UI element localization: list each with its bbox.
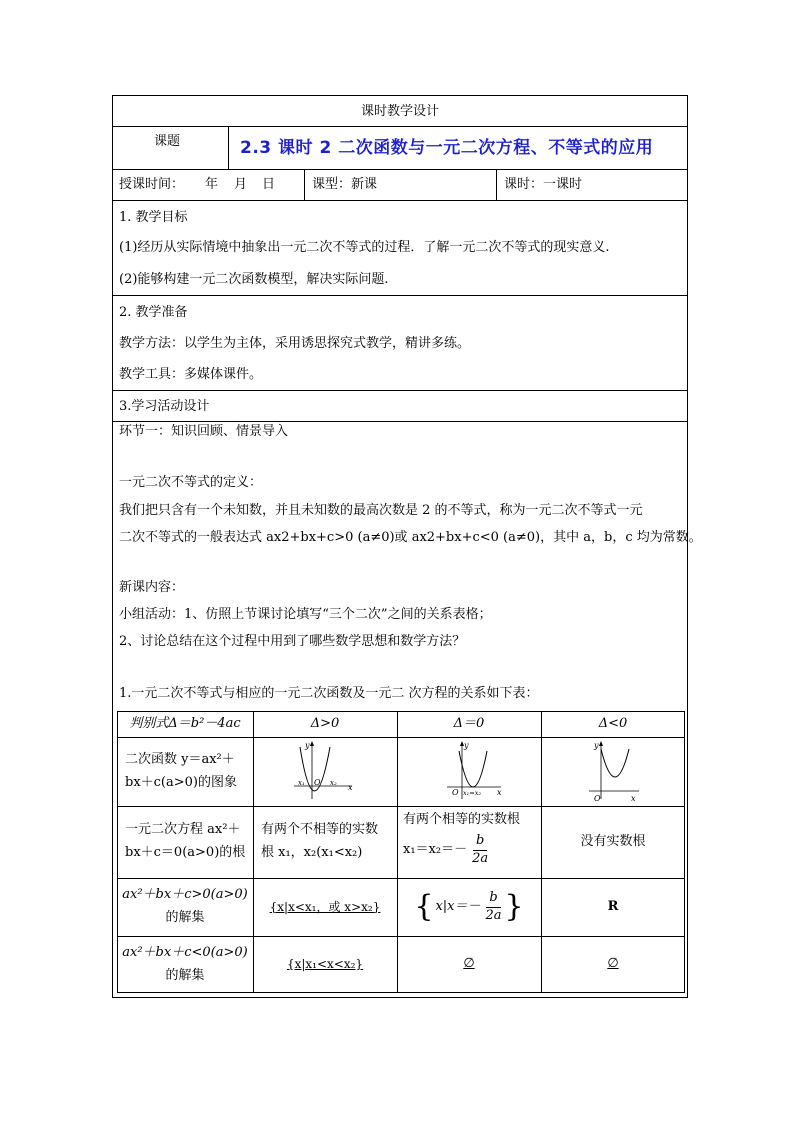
group-task: 2、讨论总结在这个过程中用到了哪些数学思想和数学方法？ bbox=[119, 634, 466, 649]
activity-heading: 3.学习活动设计 bbox=[119, 399, 210, 414]
axis-y-label: y bbox=[464, 741, 469, 750]
axis-y-label: y bbox=[594, 741, 599, 750]
parabola-double-root bbox=[445, 739, 505, 803]
time-label: 授课时间： bbox=[119, 177, 185, 192]
activity-step1: 环节一：知识回顾、情景导入 bbox=[119, 424, 289, 439]
axis-x-label: x bbox=[348, 783, 353, 792]
lt-two-roots-set: {x|x₁<x<x₂} bbox=[286, 957, 364, 971]
origin-label: O bbox=[452, 788, 459, 797]
table-intro: 1.一元二次不等式与相应的一元二次函数及一元二 次方程的关系如下表： bbox=[119, 686, 539, 701]
root-none: 没有实数根 bbox=[580, 833, 646, 849]
rule bbox=[112, 390, 688, 391]
gt-no-root-set: R bbox=[607, 898, 619, 914]
new-content-title: 新课内容： bbox=[119, 580, 185, 595]
group-task: 小组活动：1、仿照上节课讨论填写“三个二次”之间的关系表格； bbox=[119, 607, 492, 622]
lt-no-root-set: ∅ bbox=[607, 956, 619, 972]
definition-line: 二次不等式的一般表达式 ax2+bx+c>0 (a≠0)或 ax2+bx+c<0 (a≠0)，其中 a，b，c 均为常数。 bbox=[119, 530, 702, 545]
goal-item: (1)经历从实际情境中抽象出一元二次不等式的过程．了解一元二次不等式的现实意义. bbox=[119, 240, 610, 255]
root-row-label: 一元二次方程 ax²＋ bx＋c＝0(a>0)的根 bbox=[125, 822, 246, 860]
rule bbox=[112, 200, 688, 201]
lt-double-root-set: ∅ bbox=[463, 956, 475, 972]
right-brace: } bbox=[504, 889, 524, 924]
lesson-type: 课型：新课 bbox=[312, 177, 378, 192]
fraction: b 2a bbox=[472, 832, 489, 866]
definition-line: 我们把只含有一个未知数，并且未知数的最高次数是 2 的不等式，称为一元二次不等式一元 bbox=[119, 503, 643, 518]
goal-item: (2)能够构建一元二次函数模型，解决实际问题. bbox=[119, 272, 389, 287]
axis-x-label: x bbox=[497, 788, 502, 797]
rule bbox=[112, 126, 688, 127]
double-root-label: x₁=x₂ bbox=[463, 789, 481, 797]
gt-two-roots-set: {x|x<x₁，或 x>x₂} bbox=[269, 899, 381, 914]
root-label: x₁ bbox=[298, 779, 305, 787]
axis-y-label: y bbox=[305, 741, 310, 750]
root-label: x₂ bbox=[330, 779, 337, 787]
parabola-two-roots bbox=[290, 739, 370, 803]
axis-x-label: x bbox=[631, 794, 636, 803]
form-title: 课时教学设计 bbox=[360, 104, 439, 119]
rule bbox=[228, 126, 229, 169]
rule bbox=[304, 169, 305, 200]
goals-heading: 1. 教学目标 bbox=[119, 210, 188, 225]
root-double: 有两个相等的实数根 x₁＝x₂＝－ b 2a bbox=[403, 812, 521, 866]
graph-row-label: 二次函数 y＝ax²＋ bx＋c(a>0)的图象 bbox=[125, 751, 237, 790]
lesson-hours: 课时：一课时 bbox=[504, 177, 583, 192]
head-delta-positive: Δ>0 bbox=[310, 715, 340, 731]
rule bbox=[496, 169, 497, 200]
year-label: 年 bbox=[205, 177, 219, 192]
topic-title: 2.3 课时 2 二次函数与一元二次方程、不等式的应用 bbox=[240, 138, 654, 158]
origin-label: O bbox=[594, 794, 601, 803]
left-brace: { bbox=[414, 889, 434, 924]
lt-row-label: ax²＋bx＋c<0(a>0) 的解集 bbox=[122, 944, 248, 983]
root-double-lhs: x₁＝x₂＝－ bbox=[403, 841, 468, 857]
parabola-no-root bbox=[587, 739, 647, 803]
rule bbox=[112, 169, 688, 170]
root-two-distinct: 有两个不相等的实数 根 x₁，x₂(x₁<x₂) bbox=[261, 822, 379, 860]
prep-tools: 教学工具：多媒体课件。 bbox=[119, 367, 263, 382]
topic-label: 课题 bbox=[154, 134, 181, 149]
month-label: 月 bbox=[234, 177, 248, 192]
gt-double-root-set: { x|x＝－ b 2a } bbox=[414, 889, 524, 924]
gt-row-label: ax²＋bx＋c>0(a>0) 的解集 bbox=[122, 887, 248, 925]
head-delta-negative: Δ<0 bbox=[598, 715, 628, 731]
day-label: 日 bbox=[262, 177, 276, 192]
head-discriminant: 判别式Δ＝b²－4ac bbox=[129, 715, 241, 731]
prep-method: 教学方法：以学生为主体，采用诱思探究式教学，精讲多练。 bbox=[119, 336, 471, 351]
origin-label: O bbox=[314, 778, 321, 787]
prep-heading: 2. 教学准备 bbox=[119, 305, 188, 320]
fraction: b 2a bbox=[485, 889, 502, 923]
definition-title: 一元二次不等式的定义： bbox=[119, 475, 263, 490]
head-delta-zero: Δ＝0 bbox=[453, 715, 485, 731]
rule bbox=[112, 421, 688, 422]
rule bbox=[112, 295, 688, 296]
